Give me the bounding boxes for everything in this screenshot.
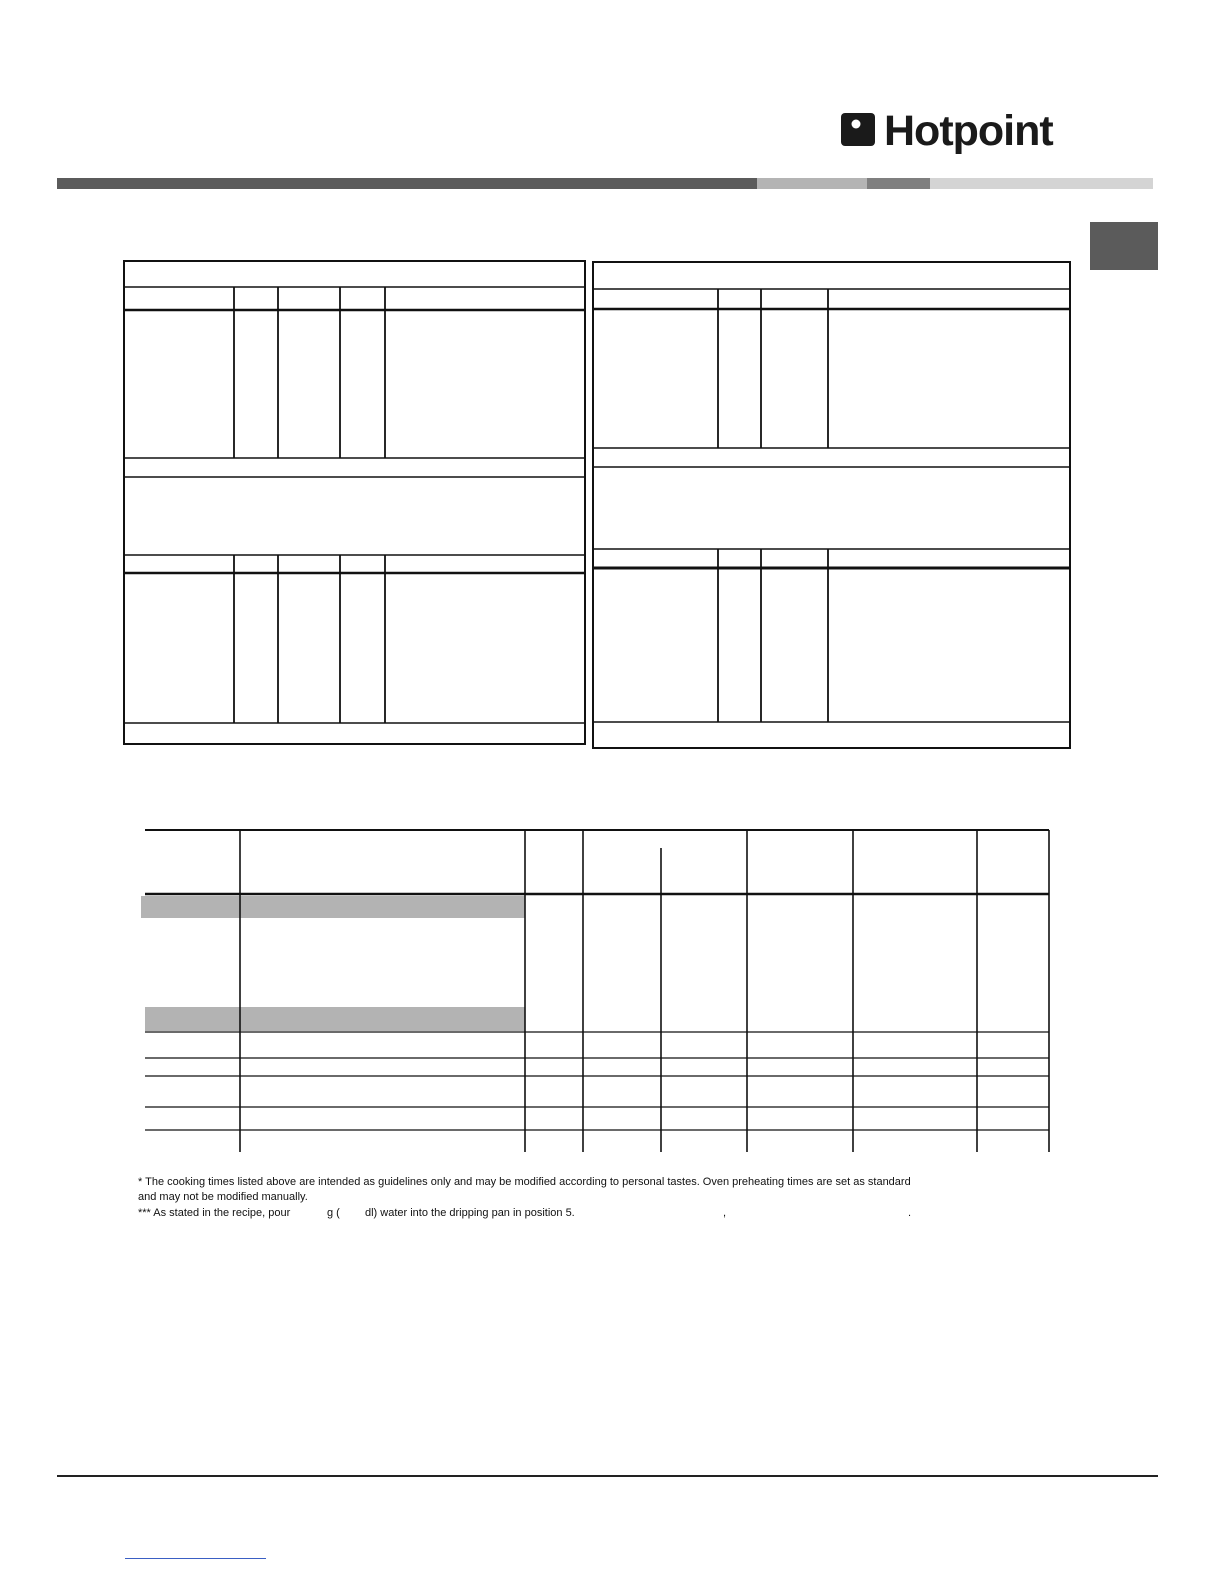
logo-mark-square (841, 113, 875, 146)
footnote-water-part5: . (908, 1207, 912, 1219)
table-band (141, 896, 525, 918)
footnote-water-part4: , (723, 1207, 727, 1219)
header-bar-light (757, 178, 867, 189)
footnote-cooking-times: * The cooking times listed above are intended as guidelines only and may be modified according to personal tastes. Oven preheating times are set as standard (138, 1176, 911, 1188)
footer-rule (57, 1475, 1158, 1477)
header-bar-pale (930, 178, 1153, 189)
logo-mark-dot (852, 120, 861, 129)
table-border (593, 262, 1070, 748)
logo-mark-icon (841, 113, 875, 146)
footnote-water-part1: *** As stated in the recipe, pour (138, 1207, 291, 1219)
footnote-cooking-times-cont: and may not be modified manually. (138, 1191, 308, 1203)
table-top-left (124, 261, 585, 744)
brand-logo: Hotpoint (884, 107, 1053, 155)
link-underline[interactable] (125, 1558, 266, 1559)
header-bar-dark (57, 178, 757, 189)
table-top-right (593, 262, 1070, 748)
table-band (145, 1007, 525, 1031)
footnote-water-part2: g ( (327, 1207, 340, 1219)
header-bar-mid (867, 178, 930, 189)
language-tab (1090, 222, 1158, 270)
footnote-water-part3: dl) water into the dripping pan in position 5. (365, 1207, 575, 1219)
table-border (124, 261, 585, 744)
table-cooking (141, 830, 1049, 1152)
